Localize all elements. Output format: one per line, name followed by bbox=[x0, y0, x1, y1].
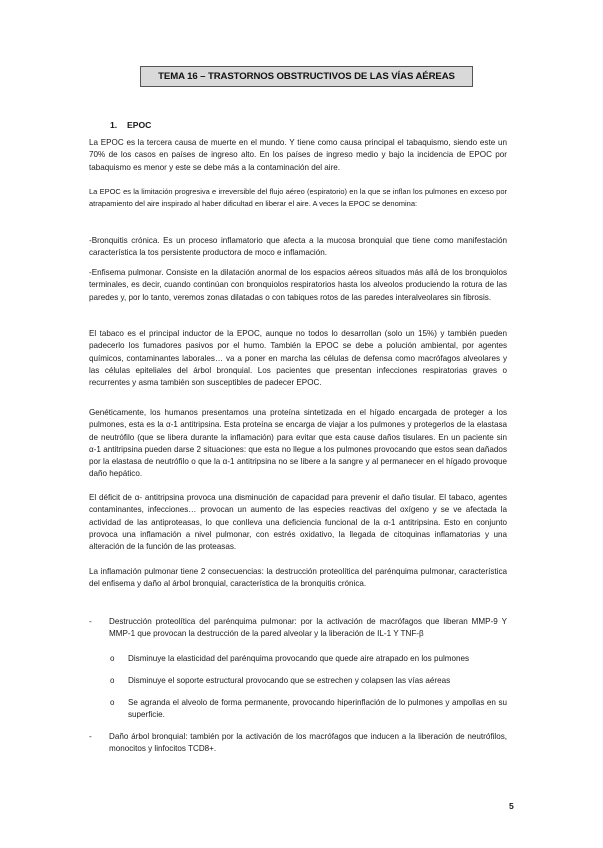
list-item-text: Daño árbol bronquial: también por la activación de los macrófagos que inducen a la liberación de neutrófilos, monocitos y linfocitos TCD8+. bbox=[109, 731, 507, 754]
page-title: TEMA 16 – TRASTORNOS OBSTRUCTIVOS DE LAS VÍAS AÉREAS bbox=[140, 66, 473, 87]
paragraph-deficit: El déficit de α- antitripsina provoca una disminución de capacidad para prevenir el daño tisular. El tabaco, agentes contaminantes, infecciones… provocan un aumento de las especies reactivas del oxígeno y se ve afectada la actividad de las antiproteasas, lo que conlleva una deficiencia funcional de la α-1 antitripsina. Esto en conjunto provoca una inflamación a nivel pulmonar, con estrés oxidativo, la llegada de citoquinas inflamatorias y una alteración de la función de las proteasas. bbox=[89, 493, 507, 552]
sub-list-item-text: Se agranda el alveolo de forma permanente, provocando hiperinflación de lo pulmones y ampollas en su superficie. bbox=[128, 698, 507, 720]
list-item bbox=[89, 616, 507, 641]
bullet-marker: - bbox=[89, 731, 92, 741]
paragraph-genetica: Genéticamente, los humanos presentamos una proteína sintetizada en el hígado encargada de proteger a los pulmones, esta es la α-1 antitripsina. Esta proteína se encarga de viajar a los pulmones y protegerlos de la elastasa de neutrófilo (que se libera durante la inflamación) para evitar que esta cause daños tisulares. En un paciente sin α-1 antitripsina pueden darse 2 situaciones: que esta no llegue a los pulmones provocando que estos sean dañados por la elastasa de neutrófilo o que la α-1 antitripsina no se libere a la sangre y al permanecer en el hígado provoque daño hepático. bbox=[89, 408, 507, 479]
page-number: 5 bbox=[509, 801, 514, 811]
paragraph-enfisema: -Enfisema pulmonar. Consiste en la dilatación anormal de los espacios aéreos situados más allá de los bronquiolos terminales, es decir, cuando continúan con bronquiolos respiratorios hasta los alveolos produciendo la rotura de las paredes y, por lo tanto, veremos zonas dilatadas o con tabiques rotos de las paredes interalveolares sin fibrosis. bbox=[89, 268, 507, 302]
section-heading bbox=[110, 120, 151, 130]
list-item-text: Destrucción proteolítica del parénquima pulmonar: por la activación de macrófagos que liberan MMP-9 Y MMP-1 que provocan la destrucción de la pared alveolar y la liberación de IL-1 Y TNF-β bbox=[109, 617, 507, 639]
list-item bbox=[89, 731, 507, 756]
sub-list-item bbox=[89, 653, 507, 665]
sub-bullet-marker: o bbox=[110, 675, 115, 685]
section-label: EPOC bbox=[127, 120, 152, 130]
sub-list-item-text: Disminuye la elasticidad del parénquima provocando que quede aire atrapado en los pulmones bbox=[128, 653, 470, 663]
section-number: 1. bbox=[110, 120, 118, 130]
sub-bullet-marker: o bbox=[110, 653, 115, 663]
sub-bullet-marker: o bbox=[110, 698, 115, 708]
sub-list-item bbox=[89, 675, 507, 687]
sub-list-item-text: Disminuye el soporte estructural provocando que se estrechen y colapsen las vías aéreas bbox=[128, 675, 451, 685]
paragraph-inflamacion: La inflamación pulmonar tiene 2 consecuencias: la destrucción proteolítica del parénquima pulmonar, característica del enfisema y daño al árbol bronquial, característica de la bronquitis crónica. bbox=[89, 567, 507, 589]
sub-list-item bbox=[89, 697, 507, 722]
paragraph-intro: La EPOC es la tercera causa de muerte en el mundo. Y tiene como causa principal el tabaquismo, siendo este un 70% de los casos en países de ingreso alto. En los países de ingreso medio y bajo la incidencia de EPOC por tabaquismo es menor y este se debe más a la contaminación del aire. bbox=[89, 138, 507, 172]
paragraph-bronquitis: -Bronquitis crónica. Es un proceso inflamatorio que afecta a la mucosa bronquial que tiene como manifestación característica la tos persistente productora de moco e inflamación. bbox=[89, 236, 507, 258]
paragraph-tabaco: El tabaco es el principal inductor de la EPOC, aunque no todos lo desarrollan (solo un 15%) y también pueden padecerlo los fumadores pasivos por el humo. También la EPOC se debe a polución ambiental, por agentes químicos, contaminantes laborales… va a poner en marcha las células de defensa como macrófagos alveolares y las células epiteliales del árbol bronquial. Los pacientes que presentan infecciones respiratorias graves o recurrentes y asma también son susceptibles de padecer EPOC. bbox=[89, 329, 507, 388]
bullet-marker: - bbox=[89, 617, 92, 626]
paragraph-definition: La EPOC es la limitación progresiva e irreversible del flujo aéreo (espiratorio) en la que se inflan los pulmones en exceso por atrapamiento del aire inspirado al haber dificultad en liberar el aire. A veces la EPOC se denomina: bbox=[89, 187, 507, 209]
consequences-list bbox=[89, 616, 507, 755]
